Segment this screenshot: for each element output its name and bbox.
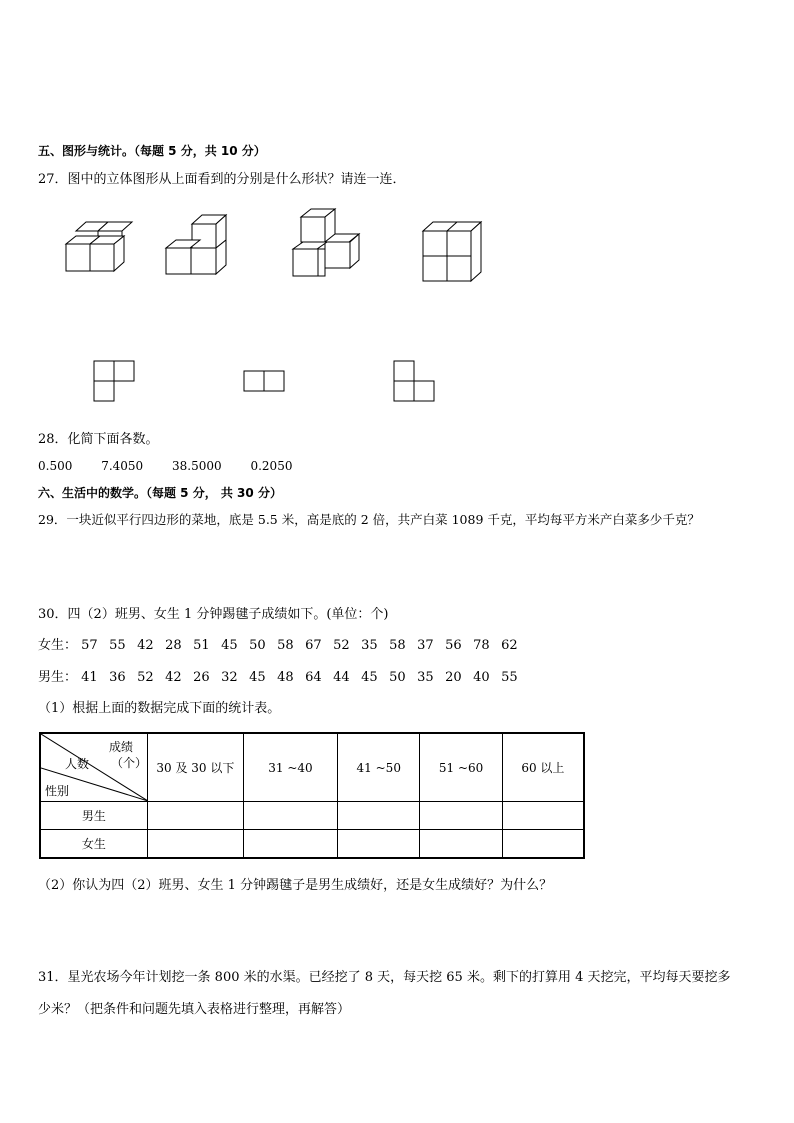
section5-title: 五、图形与统计。（每题 5 分，共 10 分） <box>38 144 266 158</box>
corner-unit-label: （个） <box>111 756 148 770</box>
boys-scores-row <box>38 666 529 685</box>
q28-numbers <box>38 459 292 473</box>
top-view-1 <box>94 361 134 401</box>
q31-line1: 31．星光农场今年计划挖一条 800 米的水渠。已经挖了 8 天，每天挖 65 米。剩下的打算用 4 天挖完，平均每天要挖多 <box>38 970 731 985</box>
top-view-shapes <box>0 0 794 420</box>
top-view-2 <box>244 371 284 391</box>
girls-score: 45 <box>221 638 238 653</box>
girls-score: 42 <box>137 638 154 653</box>
boys-score: 32 <box>221 670 238 685</box>
girls-score: 51 <box>193 638 210 653</box>
table-cell[interactable] <box>420 802 502 830</box>
girls-score: 37 <box>417 638 434 653</box>
corner-score-label: 成绩 <box>109 740 134 754</box>
q30-sub2: （2）你认为四（2）班男、女生 1 分钟踢毽子是男生成绩好，还是女生成绩好？为什么？ <box>38 878 553 893</box>
table-corner-cell <box>40 733 147 802</box>
boys-score: 36 <box>109 670 126 685</box>
boys-score: 45 <box>361 670 378 685</box>
table-row-label: 男生 <box>40 802 147 830</box>
table-cell[interactable] <box>338 830 420 859</box>
girls-score: 58 <box>389 638 406 653</box>
table-column-header: 60 以上 <box>502 733 584 802</box>
table-row <box>40 802 584 830</box>
girls-score: 35 <box>361 638 378 653</box>
table-row-label: 女生 <box>40 830 147 859</box>
girls-score: 67 <box>305 638 322 653</box>
corner-gender-label: 性别 <box>45 784 70 798</box>
girls-score: 55 <box>109 638 126 653</box>
q31-line2: 少米？（把条件和问题先填入表格进行整理，再解答） <box>38 1002 351 1017</box>
girls-score: 62 <box>501 638 518 653</box>
girls-score: 56 <box>445 638 462 653</box>
girls-score: 52 <box>333 638 350 653</box>
q30-text: 30．四（2）班男、女生 1 分钟踢毽子成绩如下。(单位：个) <box>38 607 389 622</box>
boys-score: 26 <box>193 670 210 685</box>
boys-score: 35 <box>417 670 434 685</box>
boys-score: 44 <box>333 670 350 685</box>
girls-label: 女生： <box>38 638 78 653</box>
table-cell[interactable] <box>243 830 337 859</box>
boys-score: 20 <box>445 670 462 685</box>
q27-text: 27．图中的立体图形从上面看到的分别是什么形状？请连一连． <box>38 172 406 187</box>
table-cell[interactable] <box>420 830 502 859</box>
table-cell[interactable] <box>147 802 243 830</box>
girls-values <box>81 638 529 653</box>
table-column-header: 31 ~40 <box>243 733 337 802</box>
table-cell[interactable] <box>147 830 243 859</box>
boys-score: 55 <box>501 670 518 685</box>
table-column-header: 30 及 30 以下 <box>147 733 243 802</box>
table-cell[interactable] <box>243 802 337 830</box>
table-column-header: 41 ~50 <box>338 733 420 802</box>
boys-label: 男生： <box>38 670 78 685</box>
girls-scores-row <box>38 634 529 653</box>
q28-text: 28．化简下面各数。 <box>38 432 159 447</box>
girls-score: 58 <box>277 638 294 653</box>
table-row <box>40 830 584 859</box>
q30-sub1: （1）根据上面的数据完成下面的统计表。 <box>38 701 281 716</box>
table-cell[interactable] <box>502 802 584 830</box>
corner-count-label: 人数 <box>65 757 90 771</box>
table-column-header: 51 ~60 <box>420 733 502 802</box>
boys-score: 52 <box>137 670 154 685</box>
boys-score: 64 <box>305 670 322 685</box>
boys-score: 50 <box>389 670 406 685</box>
q28-number: 0.2050 <box>250 459 293 473</box>
table-cell[interactable] <box>338 802 420 830</box>
q28-number: 7.4050 <box>101 459 144 473</box>
top-view-3 <box>394 361 434 401</box>
section6-title: 六、生活中的数学。（每题 5 分， 共 30 分） <box>38 486 282 500</box>
girls-score: 28 <box>165 638 182 653</box>
boys-score: 41 <box>81 670 98 685</box>
girls-score: 50 <box>249 638 266 653</box>
boys-score: 45 <box>249 670 266 685</box>
table-cell[interactable] <box>502 830 584 859</box>
girls-score: 78 <box>473 638 490 653</box>
q28-number: 38.5000 <box>172 459 222 473</box>
statistics-table <box>39 732 585 859</box>
q29-text: 29．一块近似平行四边形的菜地，底是 5.5 米，高是底的 2 倍，共产白菜 1089 千克，平均每平方米产白菜多少千克？ <box>38 512 700 527</box>
boys-score: 48 <box>277 670 294 685</box>
boys-score: 40 <box>473 670 490 685</box>
boys-values <box>81 670 529 685</box>
boys-score: 42 <box>165 670 182 685</box>
q28-number: 0.500 <box>38 459 73 473</box>
girls-score: 57 <box>81 638 98 653</box>
